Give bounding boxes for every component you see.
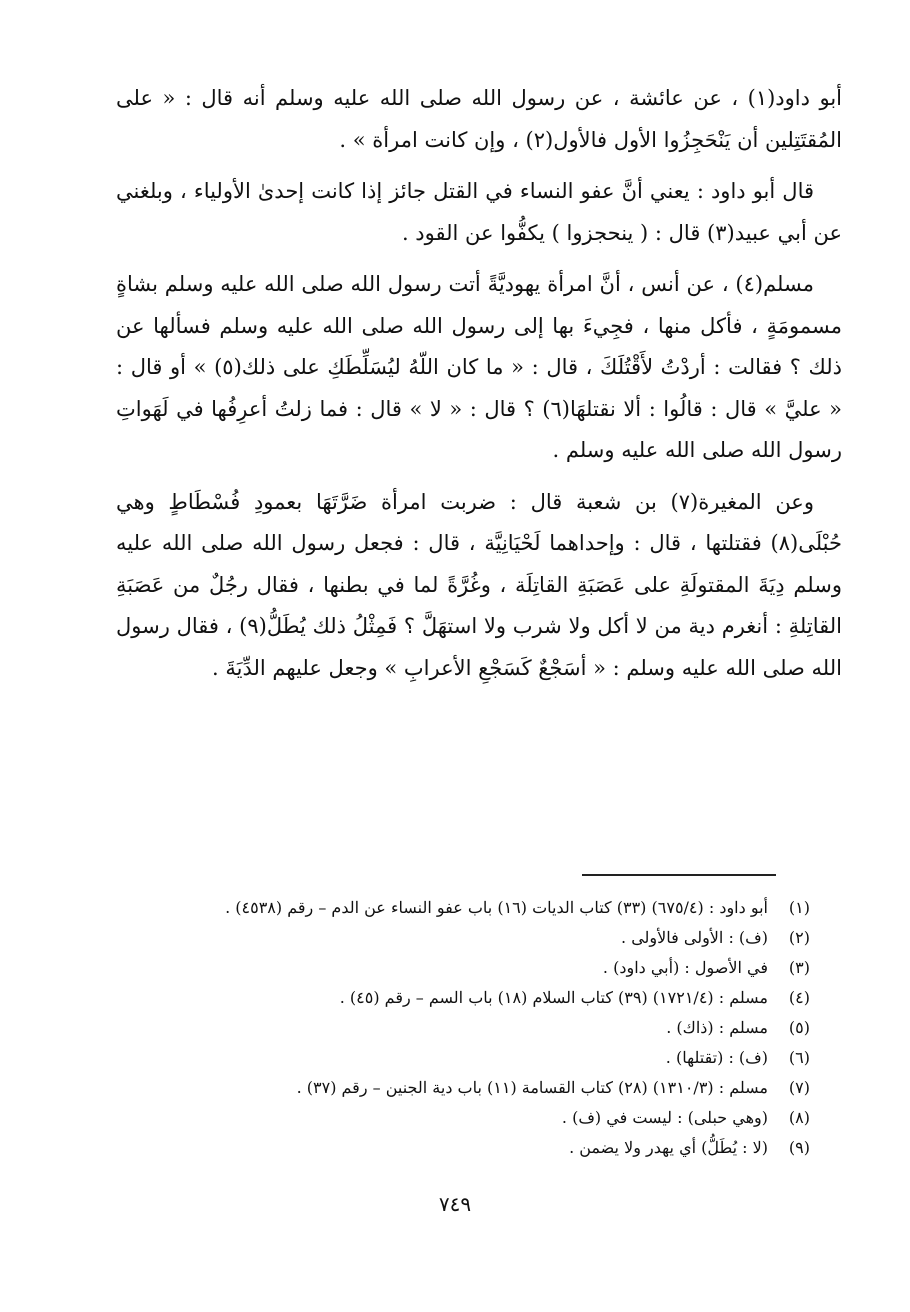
footnote bbox=[180, 893, 810, 923]
footnote bbox=[180, 1103, 810, 1133]
footnote-number: (٧) bbox=[788, 1078, 810, 1097]
footnote bbox=[180, 1133, 810, 1163]
footnote-text: (وهي حبلى) : ليست في (ف) . bbox=[561, 1108, 768, 1127]
footnote-text: مسلم : (ذاك) . bbox=[666, 1018, 768, 1037]
footnote-text: مسلم : (١٧٢١/٤) (٣٩) كتاب السلام (١٨) باب السم – رقم (٤٥) . bbox=[339, 988, 768, 1007]
paragraph-abu-dawud-commentary: قال أبو داود : يعني أنَّ عفو النساء في القتل جائز إذا كانت إحدىٰ الأولياء ، وبلغني عن أبي عبيد(٣) قال : ( ينحجزوا ) يكفُّوا عن القود . bbox=[116, 179, 842, 245]
footnote-number: (٨) bbox=[788, 1108, 810, 1127]
footnote-number: (٩) bbox=[788, 1138, 810, 1157]
footnote-number: (٣) bbox=[788, 958, 810, 977]
footnotes bbox=[180, 893, 810, 1163]
footnote-text: مسلم : (١٣١٠/٣) (٢٨) كتاب القسامة (١١) باب دية الجنين – رقم (٣٧) . bbox=[296, 1078, 768, 1097]
footnote-text: في الأصول : (أبي داود) . bbox=[602, 958, 768, 977]
page-number: ٧٤٩ bbox=[438, 1192, 472, 1216]
footnote-text: (لا : يُطَلُّ) أي يهدر ولا يضمن . bbox=[569, 1138, 768, 1157]
footnote bbox=[180, 1073, 810, 1103]
footnote bbox=[180, 923, 810, 953]
paragraph-muslim-anas: مسلم(٤) ، عن أنس ، أنَّ امرأة يهوديَّةً أتت رسول الله صلى الله عليه وسلم بشاةٍ مسمومَةٍ ، فأكل منها ، فجِيءَ بها إلى رسول الله صلى الله عليه وسلم فسألها عن ذلك ؟ فقالت : أردْتُ لأَقْتُلَكَ ، قال : « ما كان اللّهُ ليُسَلِّطَكِ على ذلك(٥) » أو قال : « عليَّ » قال : قالُوا : ألا نقتلهَا(٦) ؟ قال : « لا » قال : فما زلتُ أعرِفُها في لَهَواتِ رسول الله صلى الله عليه وسلم . bbox=[116, 272, 842, 462]
footnote bbox=[180, 983, 810, 1013]
paragraph-mughira: وعن المغيرة(٧) بن شعبة قال : ضربت امرأة ضَرَّتَهَا بعمودِ فُسْطَاطٍ وهي حُبْلَى(٨) فقتلتها ، قال : وإحداهما لَحْيَانِيَّة ، قال : فجعل رسول الله صلى الله عليه وسلم دِيَةَ المقتولَةِ على عَصَبَةِ القاتِلَة ، وغُرَّةً لما في بطنها ، فقال رجُلٌ من عَصَبَةِ القاتِلةِ : أنغرم دية من لا أكل ولا شرب ولا استهَلَّ ؟ فَمِثْلُ ذلك يُطَلُّ(٩) ، فقال رسول الله صلى الله عليه وسلم : « أسَجْعٌ كَسَجْعِ الأعرابِ » وجعل عليهم الدِّيَةَ . bbox=[116, 489, 842, 680]
footnote bbox=[180, 1013, 810, 1043]
main-text bbox=[116, 78, 842, 699]
footnote bbox=[180, 1043, 810, 1073]
footnote-number: (٢) bbox=[788, 928, 810, 947]
footnote bbox=[180, 953, 810, 983]
footnote-number: (٥) bbox=[788, 1018, 810, 1037]
footnote-text: (ف) : (تقتلها) . bbox=[665, 1048, 768, 1067]
footnote-text: أبو داود : (٦٧٥/٤) (٣٣) كتاب الديات (١٦) باب عفو النساء عن الدم – رقم (٤٥٣٨) . bbox=[225, 898, 768, 917]
footnote-number: (٦) bbox=[788, 1048, 810, 1067]
footnote-separator bbox=[582, 874, 776, 876]
footnote-text: (ف) : الأولى فالأولى . bbox=[621, 928, 768, 947]
footnote-number: (٤) bbox=[788, 988, 810, 1007]
paragraph-abu-dawud: أبو داود(١) ، عن عائشة ، عن رسول الله صلى الله عليه وسلم أنه قال : « على المُقتَتِلين أن يَنْحَجِزُوا الأول فالأول(٢) ، وإن كانت امرأة » . bbox=[116, 86, 843, 152]
footnote-number: (١) bbox=[788, 898, 810, 917]
